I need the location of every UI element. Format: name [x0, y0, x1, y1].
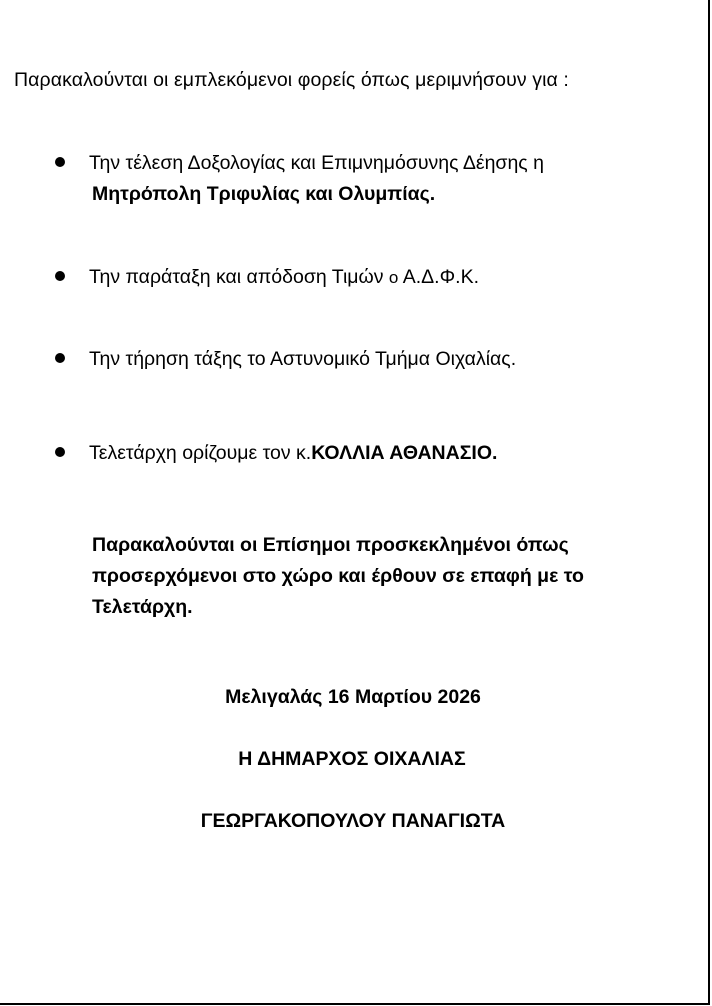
place-date: Μελιγαλάς 16 Μαρτίου 2026 — [225, 686, 481, 708]
bullet-line: Την τέλεση Δοξολογίας και Επιμνημόσυνης Δέησης η — [89, 152, 544, 174]
bullet-text — [89, 262, 479, 293]
bullet-icon — [55, 271, 65, 281]
bullet-icon — [55, 157, 65, 167]
bullet-line: Την τήρηση τάξης το Αστυνομικό Τμήμα Οιχαλίας. — [89, 348, 517, 370]
notice-line: Τελετάρχη. — [92, 596, 193, 618]
notice-line: προσερχόμενοι στο χώρο και έρθουν σε επαφή με το — [92, 565, 584, 587]
bullet-line-bold: ΚΟΛΛΙΑ ΑΘΑΝΑΣΙΟ. — [311, 442, 498, 464]
signatory-name: ΓΕΩΡΓΑΚΟΠΟΥΛΟΥ ΠΑΝΑΓΙΩΤΑ — [200, 810, 506, 832]
bullet-line-bold: Μητρόπολη Τριφυλίας και Ολυμπίας. — [92, 183, 436, 205]
official-guests-notice — [92, 530, 672, 623]
notice-line: Παρακαλούνται οι Επίσημοι προσκεκλημένοι όπως — [92, 534, 569, 556]
bullet-text — [89, 344, 516, 375]
signatory-title: Η ΔΗΜΑΡΧΟΣ ΟΙΧΑΛΙΑΣ — [238, 748, 466, 770]
bullet-line-end: Α.Δ.Φ.Κ. — [398, 266, 479, 288]
bullet-line: Τελετάρχη ορίζουμε τον κ. — [89, 442, 312, 464]
bullet-text — [89, 438, 497, 469]
bullet-icon — [55, 447, 65, 457]
bullet-article: ο — [388, 268, 399, 287]
intro-text: Παρακαλούνται οι εμπλεκόμενοι φορείς όπως μεριμνήσουν για : — [14, 69, 569, 91]
bullet-icon — [55, 353, 65, 363]
bullet-line: Την παράταξη και απόδοση Τιμών — [89, 266, 389, 288]
bullet-text — [89, 148, 544, 210]
